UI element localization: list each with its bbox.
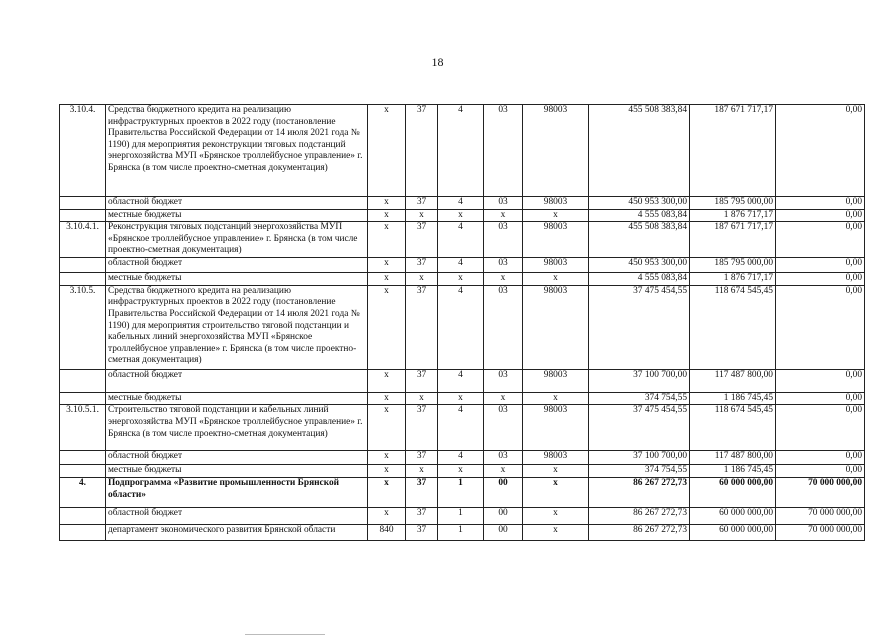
code-cell-2: 37 bbox=[406, 524, 438, 540]
code-cell-1: x bbox=[368, 273, 406, 286]
amount-2022-cell: 4 555 083,84 bbox=[589, 273, 690, 286]
code-cell-5: 98003 bbox=[523, 222, 589, 258]
row-name-cell: местные бюджеты bbox=[106, 209, 368, 222]
code-cell-4: 03 bbox=[484, 105, 523, 197]
row-number-cell bbox=[60, 392, 106, 405]
amount-2022-cell: 37 475 454,55 bbox=[589, 285, 690, 369]
code-cell-5: x bbox=[523, 465, 589, 478]
amount-2022-cell: 86 267 272,73 bbox=[589, 507, 690, 524]
code-cell-1: x bbox=[368, 209, 406, 222]
row-name-cell: Подпрограмма «Развитие промышленности Брянской области» bbox=[106, 477, 368, 507]
table-row bbox=[60, 465, 865, 478]
code-cell-3: 1 bbox=[438, 477, 484, 507]
code-cell-5: 98003 bbox=[523, 197, 589, 210]
code-cell-1: x bbox=[368, 451, 406, 465]
amount-2023-cell: 1 186 745,45 bbox=[690, 465, 776, 478]
amount-2024-cell: 0,00 bbox=[776, 258, 865, 273]
code-cell-3: 4 bbox=[438, 197, 484, 210]
table-row bbox=[60, 273, 865, 286]
amount-2022-cell: 37 475 454,55 bbox=[589, 405, 690, 451]
row-name-cell: Строительство тяговой подстанции и кабельных линий энергохозяйства МУП «Брянское троллейбусное управление» г. Брянска (в том числе проектно-сметная документация) bbox=[106, 405, 368, 451]
amount-2022-cell: 86 267 272,73 bbox=[589, 477, 690, 507]
amount-2024-cell: 0,00 bbox=[776, 392, 865, 405]
row-name-cell: местные бюджеты bbox=[106, 273, 368, 286]
amount-2022-cell: 450 953 300,00 bbox=[589, 258, 690, 273]
row-name-cell: Средства бюджетного кредита на реализацию инфраструктурных проектов в 2022 году (постановление Правительства Российской Федерации от 14 июля 2021 года № 1190) для мероприятия реконструкции тяговых подстанций энергохозяйства МУП «Брянское троллейбусное управление» г. Брянска (в том числе проектно-сметная документация) bbox=[106, 105, 368, 197]
amount-2024-cell: 0,00 bbox=[776, 451, 865, 465]
row-name-cell: областной бюджет bbox=[106, 451, 368, 465]
code-cell-2: x bbox=[406, 209, 438, 222]
amount-2024-cell: 70 000 000,00 bbox=[776, 507, 865, 524]
amount-2024-cell: 0,00 bbox=[776, 285, 865, 369]
amount-2022-cell: 4 555 083,84 bbox=[589, 209, 690, 222]
code-cell-4: x bbox=[484, 273, 523, 286]
code-cell-3: 1 bbox=[438, 524, 484, 540]
row-name-cell: местные бюджеты bbox=[106, 465, 368, 478]
code-cell-4: 03 bbox=[484, 197, 523, 210]
amount-2024-cell: 0,00 bbox=[776, 105, 865, 197]
code-cell-4: 03 bbox=[484, 369, 523, 392]
code-cell-2: x bbox=[406, 465, 438, 478]
amount-2024-cell: 0,00 bbox=[776, 209, 865, 222]
table-row bbox=[60, 405, 865, 451]
code-cell-4: 03 bbox=[484, 285, 523, 369]
row-number-cell: 3.10.5. bbox=[60, 285, 106, 369]
row-number-cell bbox=[60, 451, 106, 465]
code-cell-3: x bbox=[438, 465, 484, 478]
row-name-cell: областной бюджет bbox=[106, 197, 368, 210]
amount-2023-cell: 185 795 000,00 bbox=[690, 197, 776, 210]
code-cell-1: x bbox=[368, 197, 406, 210]
code-cell-4: 00 bbox=[484, 507, 523, 524]
table-row bbox=[60, 524, 865, 540]
code-cell-2: 37 bbox=[406, 405, 438, 451]
row-number-cell: 3.10.4. bbox=[60, 105, 106, 197]
code-cell-2: 37 bbox=[406, 285, 438, 369]
table-row bbox=[60, 197, 865, 210]
code-cell-4: 03 bbox=[484, 405, 523, 451]
code-cell-1: x bbox=[368, 285, 406, 369]
amount-2022-cell: 86 267 272,73 bbox=[589, 524, 690, 540]
code-cell-1: x bbox=[368, 392, 406, 405]
table-row bbox=[60, 392, 865, 405]
code-cell-2: x bbox=[406, 392, 438, 405]
row-number-cell: 3.10.5.1. bbox=[60, 405, 106, 451]
code-cell-3: 4 bbox=[438, 105, 484, 197]
code-cell-3: x bbox=[438, 273, 484, 286]
code-cell-1: x bbox=[368, 105, 406, 197]
code-cell-3: 4 bbox=[438, 285, 484, 369]
code-cell-3: 4 bbox=[438, 451, 484, 465]
row-name-cell: областной бюджет bbox=[106, 258, 368, 273]
code-cell-2: 37 bbox=[406, 222, 438, 258]
code-cell-4: 03 bbox=[484, 258, 523, 273]
amount-2024-cell: 0,00 bbox=[776, 369, 865, 392]
code-cell-1: x bbox=[368, 405, 406, 451]
row-name-cell: областной бюджет bbox=[106, 507, 368, 524]
amount-2024-cell: 0,00 bbox=[776, 273, 865, 286]
table-row bbox=[60, 105, 865, 197]
code-cell-4: 00 bbox=[484, 477, 523, 507]
amount-2022-cell: 374 754,55 bbox=[589, 392, 690, 405]
code-cell-5: x bbox=[523, 273, 589, 286]
table-row bbox=[60, 451, 865, 465]
code-cell-2: 37 bbox=[406, 477, 438, 507]
code-cell-5: 98003 bbox=[523, 105, 589, 197]
row-name-cell: Средства бюджетного кредита на реализацию инфраструктурных проектов в 2022 году (постановление Правительства Российской Федерации от 14 июля 2021 года № 1190) для мероприятия строительство тяговой подстанции и кабельных линий энергохозяйства МУП «Брянское троллейбусное управление» г. Брянска (в том числе проектно-сметная документация) bbox=[106, 285, 368, 369]
row-number-cell: 4. bbox=[60, 477, 106, 507]
amount-2024-cell: 0,00 bbox=[776, 222, 865, 258]
code-cell-3: 4 bbox=[438, 222, 484, 258]
amount-2024-cell: 0,00 bbox=[776, 405, 865, 451]
code-cell-5: 98003 bbox=[523, 285, 589, 369]
code-cell-5: 98003 bbox=[523, 258, 589, 273]
amount-2023-cell: 118 674 545,45 bbox=[690, 285, 776, 369]
row-number-cell bbox=[60, 507, 106, 524]
row-number-cell bbox=[60, 258, 106, 273]
amount-2022-cell: 450 953 300,00 bbox=[589, 197, 690, 210]
amount-2022-cell: 455 508 383,84 bbox=[589, 105, 690, 197]
table-row bbox=[60, 258, 865, 273]
amount-2023-cell: 118 674 545,45 bbox=[690, 405, 776, 451]
amount-2023-cell: 60 000 000,00 bbox=[690, 477, 776, 507]
amount-2024-cell: 0,00 bbox=[776, 197, 865, 210]
code-cell-1: x bbox=[368, 477, 406, 507]
amount-2023-cell: 1 186 745,45 bbox=[690, 392, 776, 405]
table-row bbox=[60, 209, 865, 222]
amount-2023-cell: 1 876 717,17 bbox=[690, 273, 776, 286]
code-cell-3: 4 bbox=[438, 369, 484, 392]
code-cell-4: 00 bbox=[484, 524, 523, 540]
code-cell-3: x bbox=[438, 209, 484, 222]
code-cell-4: 03 bbox=[484, 222, 523, 258]
code-cell-2: 37 bbox=[406, 105, 438, 197]
amount-2022-cell: 37 100 700,00 bbox=[589, 369, 690, 392]
row-number-cell bbox=[60, 524, 106, 540]
code-cell-2: x bbox=[406, 273, 438, 286]
row-number-cell bbox=[60, 273, 106, 286]
code-cell-5: 98003 bbox=[523, 405, 589, 451]
row-number-cell bbox=[60, 197, 106, 210]
row-name-cell: Реконструкция тяговых подстанций энергохозяйства МУП «Брянское троллейбусное управление» г. Брянска (в том числе проектно-сметная документация) bbox=[106, 222, 368, 258]
amount-2024-cell: 70 000 000,00 bbox=[776, 524, 865, 540]
code-cell-1: 840 bbox=[368, 524, 406, 540]
code-cell-5: x bbox=[523, 209, 589, 222]
code-cell-5: x bbox=[523, 477, 589, 507]
row-name-cell: департамент экономического развития Брянской области bbox=[106, 524, 368, 540]
code-cell-2: 37 bbox=[406, 369, 438, 392]
table-row bbox=[60, 285, 865, 369]
table-row bbox=[60, 222, 865, 258]
amount-2023-cell: 187 671 717,17 bbox=[690, 105, 776, 197]
amount-2023-cell: 185 795 000,00 bbox=[690, 258, 776, 273]
code-cell-5: x bbox=[523, 524, 589, 540]
code-cell-5: x bbox=[523, 392, 589, 405]
row-number-cell bbox=[60, 209, 106, 222]
table-row bbox=[60, 369, 865, 392]
budget-table bbox=[59, 104, 865, 541]
table-row bbox=[60, 477, 865, 507]
code-cell-3: x bbox=[438, 392, 484, 405]
budget-table-body bbox=[60, 105, 865, 541]
amount-2023-cell: 117 487 800,00 bbox=[690, 451, 776, 465]
code-cell-1: x bbox=[368, 507, 406, 524]
row-name-cell: местные бюджеты bbox=[106, 392, 368, 405]
code-cell-2: 37 bbox=[406, 197, 438, 210]
row-number-cell: 3.10.4.1. bbox=[60, 222, 106, 258]
table-row bbox=[60, 507, 865, 524]
amount-2024-cell: 70 000 000,00 bbox=[776, 477, 865, 507]
code-cell-2: 37 bbox=[406, 258, 438, 273]
amount-2023-cell: 1 876 717,17 bbox=[690, 209, 776, 222]
code-cell-1: x bbox=[368, 369, 406, 392]
amount-2024-cell: 0,00 bbox=[776, 465, 865, 478]
row-name-cell: областной бюджет bbox=[106, 369, 368, 392]
code-cell-4: 03 bbox=[484, 451, 523, 465]
page-number: 18 bbox=[431, 55, 444, 69]
code-cell-4: x bbox=[484, 209, 523, 222]
code-cell-5: x bbox=[523, 507, 589, 524]
scan-artifact-line bbox=[245, 634, 325, 635]
amount-2023-cell: 60 000 000,00 bbox=[690, 524, 776, 540]
code-cell-3: 1 bbox=[438, 507, 484, 524]
code-cell-1: x bbox=[368, 222, 406, 258]
row-number-cell bbox=[60, 465, 106, 478]
amount-2023-cell: 117 487 800,00 bbox=[690, 369, 776, 392]
code-cell-5: 98003 bbox=[523, 451, 589, 465]
code-cell-1: x bbox=[368, 258, 406, 273]
code-cell-4: x bbox=[484, 465, 523, 478]
amount-2022-cell: 455 508 383,84 bbox=[589, 222, 690, 258]
code-cell-1: x bbox=[368, 465, 406, 478]
amount-2022-cell: 37 100 700,00 bbox=[589, 451, 690, 465]
code-cell-4: x bbox=[484, 392, 523, 405]
code-cell-5: 98003 bbox=[523, 369, 589, 392]
amount-2022-cell: 374 754,55 bbox=[589, 465, 690, 478]
code-cell-2: 37 bbox=[406, 451, 438, 465]
code-cell-3: 4 bbox=[438, 405, 484, 451]
amount-2023-cell: 187 671 717,17 bbox=[690, 222, 776, 258]
code-cell-3: 4 bbox=[438, 258, 484, 273]
row-number-cell bbox=[60, 369, 106, 392]
code-cell-2: 37 bbox=[406, 507, 438, 524]
amount-2023-cell: 60 000 000,00 bbox=[690, 507, 776, 524]
